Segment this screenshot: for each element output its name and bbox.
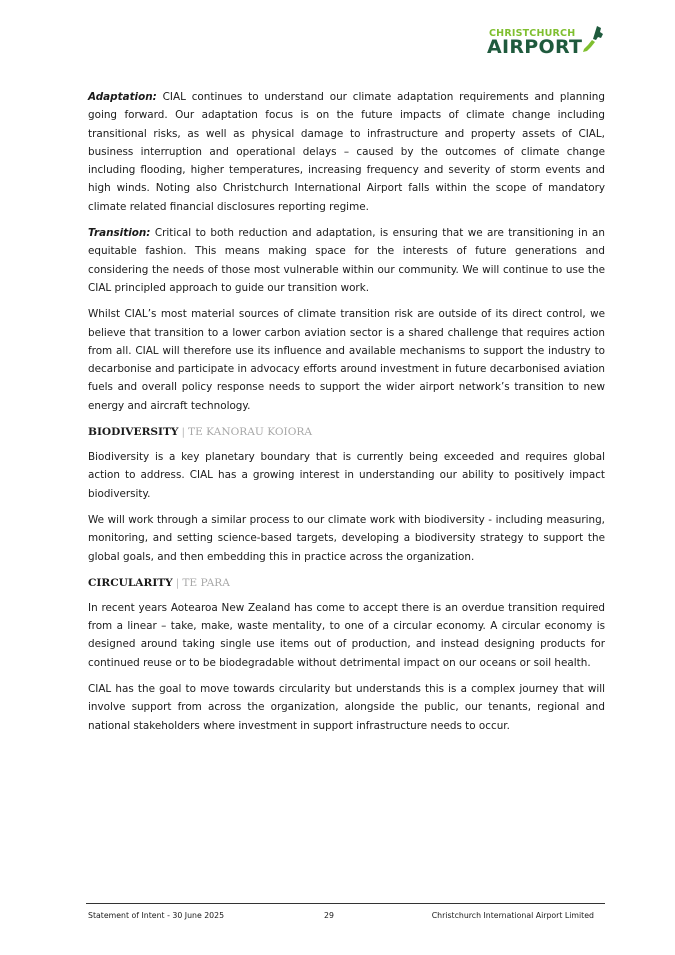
christchurch-airport-logo [487,24,599,60]
logo-text-airport: AIRPORT [487,36,583,58]
transition-text: Critical to both reduction and adaptation, is ensuring that we are transitioning in an equitable fashion. This means making space for the interests of future generations and considering the needs of those most vulnerable within our community. We will continue to use the CIAL principled approach to guide our transition work. [88,227,605,294]
footer-company-name: Christchurch International Airport Limited [431,911,594,920]
circularity-paragraph-2: CIAL has the goal to move towards circularity but understands this is a complex journey that will involve support from across the organization, alongside the public, our tenants, regional and national stakeholders where investment in support infrastructure needs to occur. [88,683,605,732]
circularity-heading [88,574,605,592]
adaptation-lead: Adaptation: [88,91,157,103]
transition-paragraph-2: Whilst CIAL’s most material sources of climate transition risk are outside of its direct control, we believe that transition to a lower carbon aviation sector is a shared challenge that requires action from all. CIAL will therefore use its influence and available mechanisms to support the industry to decarbonise and participate in advocacy efforts around investment in future decarbonised aviation fuels and overall policy response needs to support the wider airport network’s transition to new energy and aircraft technology. [88,308,605,412]
page-content [88,88,605,743]
footer-divider [86,903,605,904]
adaptation-text: CIAL continues to understand our climate adaptation requirements and planning going forward. Our adaptation focus is on the future impacts of climate change including transitional risks, as well as physical damage to infrastructure and property assets of CIAL, business interruption and operational delays – caused by the outcomes of climate change including flooding, higher temperatures, increasing frequency and severity of storm events and high winds. Noting also Christchurch International Airport falls within the scope of mandatory climate related financial disclosures reporting regime. [88,91,605,213]
footer-document-title: Statement of Intent - 30 June 2025 [88,911,225,920]
heading-separator: | [175,576,180,589]
heading-separator: | [181,426,186,439]
transition-paragraph [88,224,605,297]
adaptation-paragraph [88,88,605,216]
biodiversity-heading-title: BIODIVERSITY [88,426,179,439]
biodiversity-paragraph-1: Biodiversity is a key planetary boundary that is currently being exceeded and requires global action to address. CIAL has a growing interest in understanding our ability to positively impact biodiversity. [88,451,605,500]
circularity-paragraph-1: In recent years Aotearoa New Zealand has come to accept there is an overdue transition required from a linear – take, make, waste mentality, to one of a circular economy. A circular economy is designed around taking single use items out of production, and instead designing products for continued reuse or to be biodegradable without detrimental impact on our oceans or soil health. [88,601,605,669]
logo-text-christchurch: CHRISTCHURCH [489,28,576,39]
circularity-heading-title: CIRCULARITY [88,576,173,589]
footer-page-number: 29 [324,911,334,920]
biodiversity-paragraph-2: We will work through a similar process to our climate work with biodiversity - including measuring, monitoring, and setting science-based targets, developing a biodiversity strategy to support the global goals, and then embedding this in practice across the organization. [88,513,605,563]
circularity-heading-subtitle: TE PARA [182,576,230,589]
new-zealand-map-icon [577,24,607,54]
transition-lead: Transition: [88,227,151,240]
biodiversity-heading-subtitle: TE KANORAU KOIORA [188,426,313,439]
biodiversity-heading [88,423,605,441]
